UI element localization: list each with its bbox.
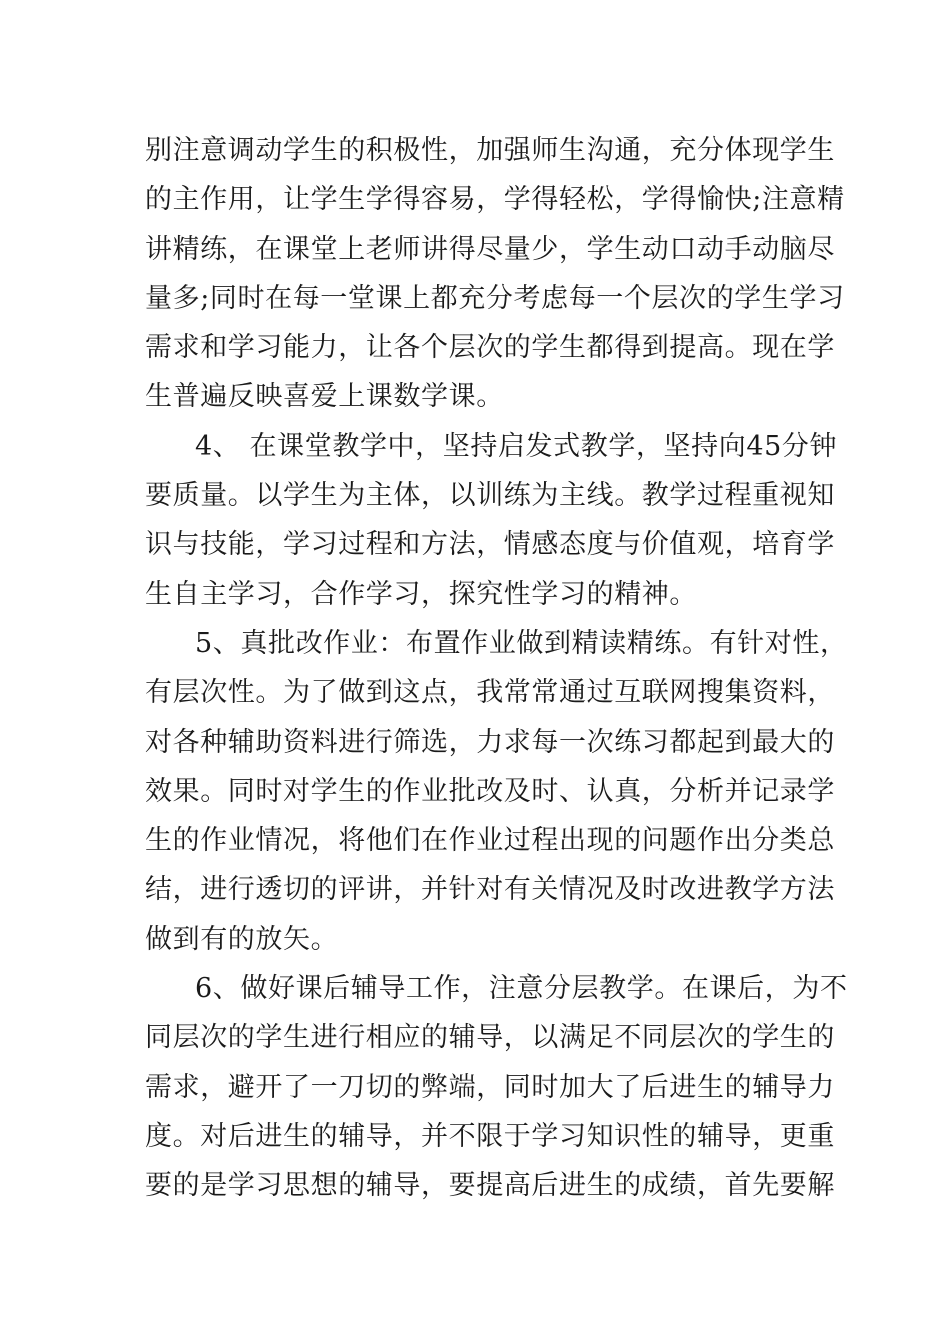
text-line: 生的作业情况，将他们在作业过程出现的问题作出分类总: [145, 825, 835, 857]
text-line: 效果。同时对学生的作业批改及时、认真，分析并记录学: [145, 775, 835, 807]
text-line: 有层次性。为了做到这点，我常常通过互联网搜集资料，: [145, 677, 835, 709]
text-line: 度。对后进生的辅导，并不限于学习知识性的辅导，更重: [145, 1120, 835, 1152]
text-line: 生自主学习，合作学习，探究性学习的精神。: [145, 578, 697, 610]
text-line: 做到有的放矢。: [145, 923, 339, 955]
text-line: 需求和学习能力，让各个层次的学生都得到提高。现在学: [145, 332, 835, 364]
text-line: 别注意调动学生的积极性，加强师生沟通，充分体现学生: [145, 135, 835, 166]
document-body: [145, 126, 848, 1211]
text-line: 6、做好课后辅导工作，注意分层教学。在课后，为不: [195, 973, 848, 1005]
text-line: 量多;同时在每一堂课上都充分考虑每一个层次的学生学习: [145, 282, 845, 314]
text-line: 要的是学习思想的辅导，要提高后进生的成绩，首先要解: [145, 1170, 835, 1202]
text-line: 的主作用，让学生学得容易，学得轻松，学得愉快;注意精: [145, 184, 845, 216]
text-line: 对各种辅助资料进行筛选，力求每一次练习都起到最大的: [145, 726, 835, 758]
text-line: 识与技能，学习过程和方法，情感态度与价值观，培育学: [145, 529, 835, 561]
text-line: 生普遍反映喜爱上课数学课。: [145, 381, 504, 413]
text-line: 同层次的学生进行相应的辅导，以满足不同层次的学生的: [145, 1022, 835, 1054]
text-line: 要质量。以学生为主体，以训练为主线。教学过程重视知: [145, 480, 835, 512]
text-line: 讲精练，在课堂上老师讲得尽量少，学生动口动手动脑尽: [145, 233, 835, 265]
text-line: 结，进行透切的评讲，并针对有关情况及时改进教学方法: [145, 874, 835, 906]
text-line: 4、 在课堂教学中，坚持启发式教学，坚持向45分钟: [195, 430, 838, 462]
text-line: 5、真批改作业：布置作业做到精读精练。有针对性，: [195, 627, 848, 659]
text-line: 需求，避开了一刀切的弊端，同时加大了后进生的辅导力: [145, 1071, 835, 1103]
